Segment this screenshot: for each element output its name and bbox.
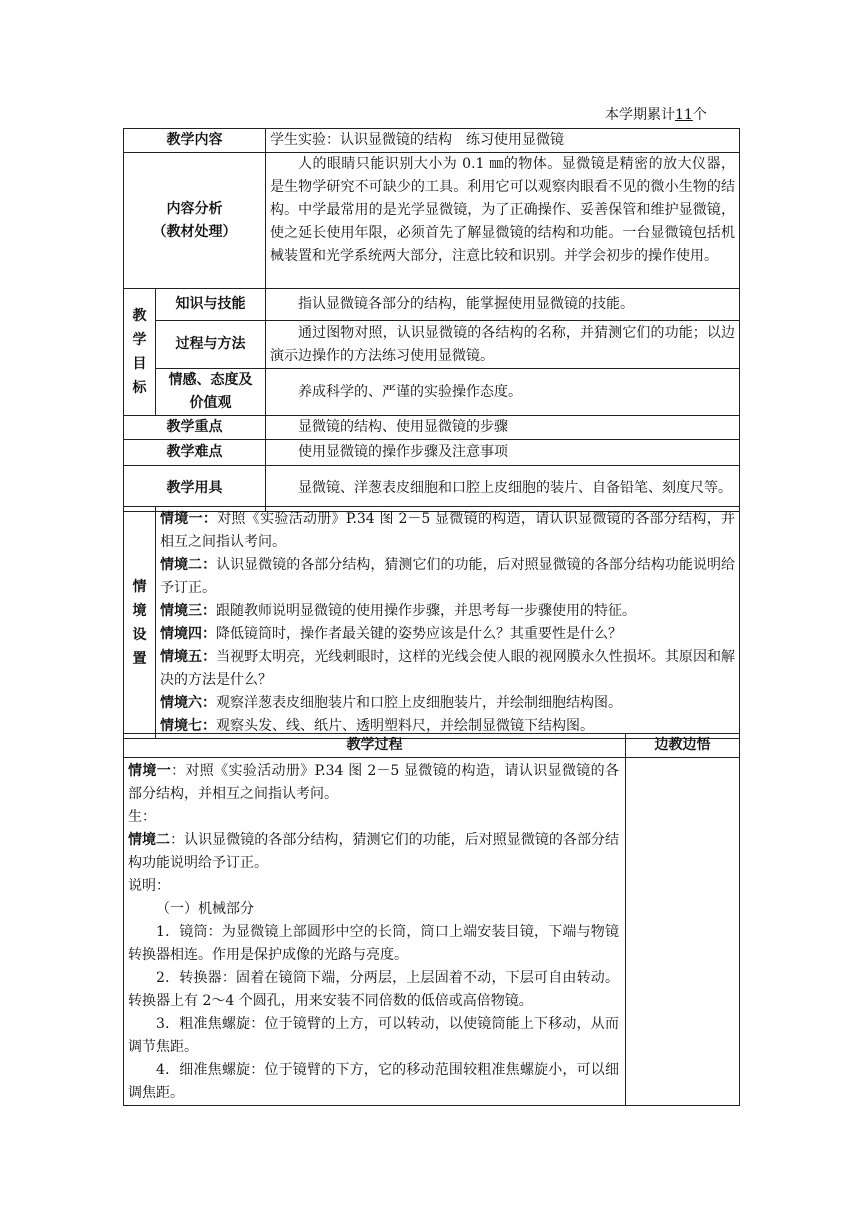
goal-row-knowledge	[124, 289, 740, 321]
scenes-char: 置	[132, 650, 147, 667]
scenes-char: 设	[132, 626, 147, 643]
goals-char: 目	[132, 356, 147, 372]
scene-label: 情境六：	[160, 695, 216, 711]
scene-item	[160, 600, 735, 623]
goal-text-attitude: 养成科学的、严谨的实验操作态度。	[266, 369, 740, 416]
goal-label-attitude	[156, 369, 266, 416]
goal-label-attitude-line2: 价值观	[189, 395, 232, 411]
analysis-text: 人的眼睛只能识别大小为 0.1 ㎜的物体。显微镜是精密的放大仪器，是生物学研究不可缺少的工具。利用它可以观察肉眼看不见的微小生物的结构。中学最常用的是光学显微镜，为了正确操作、妥善保管和维护显微镜，使之延长使用年限，必须首先了解显微镜的结构和功能。一台显微镜包括机械装置和光学系统两大部分，注意比较和识别。并学会初步的操作使用。	[266, 153, 740, 289]
scene-item	[160, 623, 735, 646]
part-item: 1．镜筒：为显微镜上部圆形中空的长筒，筒口上端安装目镜，下端与物镜转换器相连。作用是保护成像的光路与亮度。	[128, 924, 619, 963]
scenes-table	[123, 506, 740, 739]
scene-text: 降低镜筒时，操作者最关键的姿势应该是什么？其重要性是什么？	[216, 626, 622, 642]
scene-label: 情境一：	[160, 511, 218, 527]
tools-text: 显微镜、洋葱表皮细胞和口腔上皮细胞的装片、自备铅笔、刻度尺等。	[266, 466, 740, 512]
scenes-group-label	[124, 507, 156, 739]
scene-label: 情境三：	[160, 603, 216, 619]
goal-label-process: 过程与方法	[156, 321, 266, 369]
key-point-text: 显微镜的结构、使用显微镜的步骤	[266, 416, 740, 440]
difficulty-label: 教学难点	[124, 440, 266, 466]
goal-label-attitude-line1: 情感、态度及	[168, 372, 253, 388]
scene-text: 认识显微镜的各部分结构，猜测它们的功能，后对照显微镜的各部分结构功能说明给予订正。	[160, 557, 736, 596]
counter-prefix: 本学期累计	[605, 107, 675, 123]
mechanical-heading: （一）机械部分	[156, 901, 254, 917]
key-point-label: 教学重点	[124, 416, 266, 440]
process-scene-2-label: 情境二	[128, 832, 171, 848]
scene-label: 情境四：	[160, 626, 216, 642]
process-scene-2	[128, 829, 619, 875]
content-label: 教学内容	[124, 129, 266, 153]
process-scene-1	[128, 760, 619, 806]
goal-row-process	[124, 321, 740, 369]
lesson-plan-table	[123, 128, 740, 512]
analysis-row	[124, 153, 740, 289]
part-item: 3．粗准焦螺旋：位于镜臂的上方，可以转动，以使镜筒能上下移动，从而调节焦距。	[128, 1016, 619, 1055]
student-line: 生：	[128, 809, 156, 825]
scene-label: 情境五：	[160, 649, 217, 665]
process-scene-1-label: 情境一	[128, 763, 172, 779]
scene-text: 当视野太明亮，光线刺眼时，这样的光线会使人眼的视网膜永久性损坏。其原因和解决的方法是什么？	[160, 649, 736, 688]
difficulty-text: 使用显微镜的操作步骤及注意事项	[266, 440, 740, 466]
difficulty-row	[124, 440, 740, 466]
scene-text: 跟随教师说明显微镜的使用操作步骤，并思考每一步骤使用的特征。	[216, 603, 636, 619]
goals-char: 标	[132, 380, 147, 396]
scenes-list	[156, 507, 740, 739]
scene-item	[160, 646, 735, 692]
explain-line: 说明：	[128, 878, 170, 894]
counter-value: 11	[675, 107, 693, 123]
scene-item	[160, 692, 735, 715]
goals-group-label	[124, 289, 156, 416]
margin-notes-cell	[626, 758, 740, 1106]
scene-text: 对照《实验活动册》P.34 图 2－5 显微镜的构造，请认识显微镜的各部分结构，并相互之间指认考问。	[160, 511, 735, 550]
process-header-row	[124, 734, 740, 758]
key-point-row	[124, 416, 740, 440]
goal-text-process: 通过图物对照，认识显微镜的各结构的名称，并猜测它们的功能；以边演示边操作的方法练习使用显微镜。	[266, 321, 740, 369]
process-body	[124, 758, 626, 1106]
tools-row	[124, 466, 740, 512]
part-item: 2．转换器：固着在镜筒下端，分两层，上层固着不动，下层可自由转动。转换器上有 2～4 个圆孔，用来安装不同倍数的低倍或高倍物镜。	[128, 970, 619, 1009]
process-scene-1-text: ：对照《实验活动册》P.34 图 2－5 显微镜的构造，请认识显微镜的各部分结构，并相互之间指认考问。	[128, 763, 620, 802]
scene-item	[160, 554, 735, 600]
scene-label: 情境七：	[160, 718, 216, 734]
analysis-label-line2: （教材处理）	[152, 223, 237, 240]
process-header: 教学过程	[124, 734, 626, 758]
scenes-char: 情	[132, 578, 147, 595]
content-value: 学生实验：认识显微镜的结构 练习使用显微镜	[266, 129, 740, 153]
analysis-label	[124, 153, 266, 289]
content-row	[124, 129, 740, 153]
scene-label: 情境二：	[160, 557, 217, 573]
process-body-row	[124, 758, 740, 1106]
scene-text: 观察洋葱表皮细胞装片和口腔上皮细胞装片，并绘制细胞结构图。	[216, 695, 622, 711]
process-table	[123, 733, 740, 1106]
goal-text-knowledge: 指认显微镜各部分的结构，能掌握使用显微镜的技能。	[266, 289, 740, 321]
part-item: 4．细准焦螺旋：位于镜臂的下方，它的移动范围较粗准焦螺旋小，可以细调焦距。	[128, 1062, 619, 1101]
goals-char: 教	[132, 308, 147, 324]
goals-char: 学	[132, 332, 147, 348]
semester-counter	[605, 104, 707, 124]
scenes-row	[124, 507, 740, 739]
tools-label: 教学用具	[124, 466, 266, 512]
counter-suffix: 个	[692, 107, 707, 123]
goal-row-attitude	[124, 369, 740, 416]
analysis-label-line1: 内容分析	[166, 200, 223, 217]
scene-text: 观察头发、线、纸片、透明塑料尺，并绘制显微镜下结构图。	[216, 718, 594, 734]
scene-item	[160, 508, 735, 554]
goal-label-knowledge: 知识与技能	[156, 289, 266, 321]
margin-notes-header: 边教边悟	[626, 734, 740, 758]
scenes-char: 境	[132, 602, 147, 619]
process-scene-2-text: ：认识显微镜的各部分结构，猜测它们的功能，后对照显微镜的各部分结构功能说明给予订正。	[128, 832, 620, 871]
